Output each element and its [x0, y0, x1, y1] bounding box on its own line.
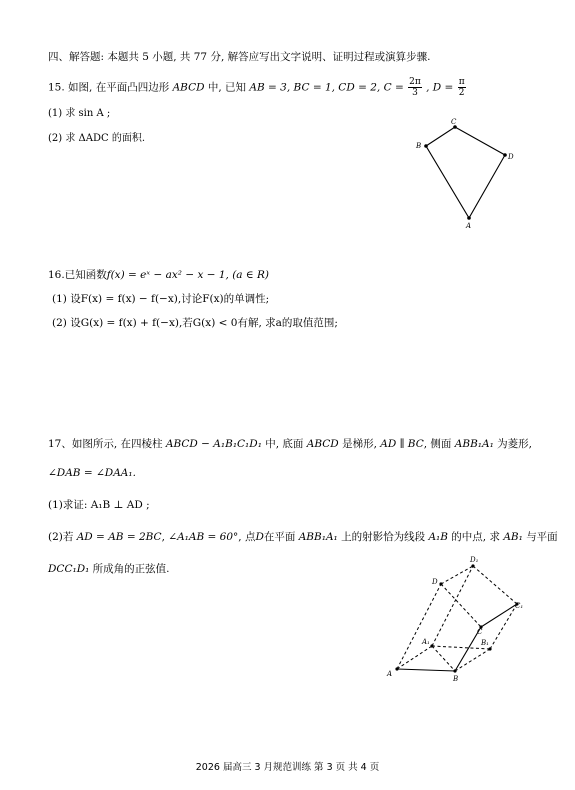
q17-line1-e: 为菱形,: [497, 438, 532, 450]
q17-parallel: AD ∥ BC: [380, 438, 424, 450]
q15-number: 15.: [48, 81, 65, 94]
q17-label-c: C: [477, 628, 483, 636]
q17-label-b1: B₁: [481, 639, 489, 647]
section-header: 四、解答题: 本题共 5 小题, 共 77 分, 解答应写出文字说明、证明过程或演算步骤.: [48, 51, 431, 63]
q15-cond2: , D =: [426, 81, 454, 94]
q15-part1-label: (1): [48, 108, 63, 119]
q17-edge-cc1: [481, 604, 517, 627]
q15-part1-text: 求 sin A ;: [65, 108, 111, 119]
q15-part2-label: (2): [48, 133, 63, 144]
q17-part2-f: 的中点, 求: [451, 531, 500, 543]
q16-function: f(x) = eˣ − ax² − x − 1, (a ∈ R): [106, 269, 270, 281]
q17-point-a1: [430, 644, 433, 647]
q17-point-b1: [488, 647, 491, 650]
q17-edge-a1b: [432, 646, 455, 671]
q17-label-d1: D₁: [470, 556, 479, 564]
q17-label-a: A: [387, 670, 393, 678]
q17-line1-b: 中, 底面: [265, 438, 304, 450]
q15-frac-c-den: 3: [412, 88, 418, 98]
q17-line1-c: 是梯形,: [342, 438, 377, 450]
q15-frac-c-num: 2π: [409, 77, 421, 87]
q17-line1-a: 17、如图所示, 在四棱柱: [48, 438, 163, 450]
q15-label-a: A: [466, 222, 472, 230]
q15-part2-text: 求 ΔADC 的面积.: [65, 133, 146, 144]
q15-frac-d-den: 2: [458, 88, 465, 98]
q17-point-b: [453, 669, 456, 672]
q17-part2-e: 上的射影恰为线段: [341, 531, 426, 543]
q17-side: ABB₁A₁: [454, 438, 494, 450]
q17-edge-b1c1: [490, 604, 517, 649]
q17-part2-c: , 点: [238, 531, 256, 543]
q17-part2-rest: 所成角的正弦值.: [92, 563, 170, 575]
q15-quad: ABCD: [172, 81, 205, 94]
q16-part1: (1) 设F(x) = f(x) − f(−x),讨论F(x)的单调性;: [52, 293, 270, 305]
q17-line1-d: , 侧面: [423, 438, 452, 450]
q15-frac-d-num: π: [458, 77, 465, 87]
q16-stem-text: 16.已知函数: [48, 269, 107, 281]
q15-cond1: AB = 3, BC = 1, CD = 2, C =: [249, 81, 404, 94]
q17-part2-line: AB₁: [503, 531, 523, 543]
q15-label-c: C: [451, 118, 457, 126]
q17-edge-d1c1: [473, 566, 517, 604]
q17-part2-a: (2)若: [48, 531, 74, 543]
q17-edge-bb1: [455, 649, 490, 671]
q15-stem-a: 如图, 在平面凸四边形: [68, 81, 170, 94]
q17-part2-plane: ABB₁A₁: [298, 531, 338, 543]
page-footer: 2026 届高三 3 月规范训练 第 3 页 共 4 页: [195, 762, 380, 773]
q15-label-d: D: [508, 153, 514, 161]
q17-part2-seg: A₁B: [428, 531, 448, 543]
q17-part2-g: 与平面: [526, 531, 558, 543]
q17-label-c1: C₁: [515, 602, 524, 610]
q17-label-d: D: [432, 578, 438, 586]
q17-line2-text: ∠DAB = ∠DAA₁.: [48, 467, 136, 479]
q17-part2-d: 在平面: [263, 531, 296, 543]
q15-label-b: B: [416, 142, 422, 150]
q17-edge-ab: [397, 669, 455, 671]
q16-part2: (2) 设G(x) = f(x) + f(−x),若G(x) < 0有解, 求a的取值范围;: [52, 317, 338, 329]
q17-part1: (1)求证: A₁B ⊥ AD ;: [48, 499, 150, 511]
q17-part2-b: ,: [161, 531, 165, 543]
q17-point-d: [439, 582, 442, 585]
q17-edge-aa1: [397, 646, 432, 669]
q17-point-d1: [471, 564, 474, 567]
q15-stem-b: 中, 已知: [207, 81, 247, 94]
q17-prism: ABCD − A₁B₁C₁D₁: [165, 438, 262, 450]
q17-base: ABCD: [306, 438, 339, 450]
q17-label-b: B: [453, 675, 459, 683]
q17-part2-point: D: [255, 531, 264, 543]
q17-label-a1: A₁: [422, 638, 430, 646]
q17-part2-angle: ∠A₁AB = 60°: [168, 531, 239, 543]
q17-part2-plane2: DCC₁D₁: [48, 563, 90, 575]
q17-point-a: [395, 667, 398, 670]
q17-edge-ad: [397, 584, 441, 669]
q17-part2-cond: AD = AB = 2BC: [76, 531, 162, 543]
